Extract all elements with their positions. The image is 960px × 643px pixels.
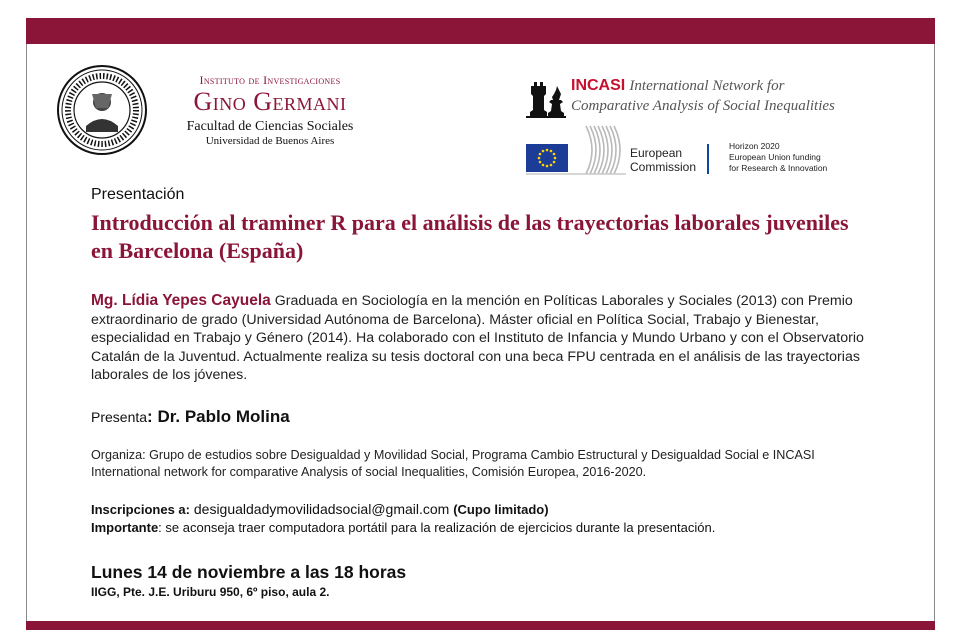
- iigg-logo: [160, 73, 380, 148]
- ec-line1: European: [630, 146, 683, 160]
- incasi-desc-line2: Comparative Analysis of Social Inequalities: [571, 98, 835, 114]
- iigg-university: Universidad de Buenos Aires: [205, 135, 335, 147]
- organizers-text: Organiza: Grupo de estudios sobre Desigualdad y Movilidad Social, Programa Cambio Estructural y Desigualdad Social e INCASI International network for comparative Analysis of social Inequalities, Comisión Europea, 2016-2020.: [91, 448, 815, 479]
- incasi-desc-line1: International Network for: [629, 78, 785, 94]
- incasi-logo-text: [571, 76, 871, 116]
- presenter-colon: :: [147, 407, 153, 426]
- iigg-institute: Instituto de Investigaciones: [199, 73, 341, 87]
- event-location: IIGG, Pte. J.E. Uriburu 950, 6º piso, aula 2.: [91, 585, 330, 599]
- presenter-label: Presenta: [91, 409, 148, 425]
- chess-pieces-icon: [526, 76, 566, 118]
- ec-divider: [707, 144, 709, 174]
- iigg-name: Gino Germani: [193, 87, 347, 116]
- horizon-line3: for Research & Innovation: [729, 163, 828, 173]
- important-text: : se aconseja traer computadora portátil para la realización de ejercicios durante la presentación.: [158, 520, 716, 535]
- ec-line2: Commission: [630, 160, 697, 174]
- registration-block: [91, 500, 881, 537]
- horizon-line2: European Union funding: [729, 152, 821, 162]
- european-commission-logo: [526, 124, 626, 176]
- horizon-line1: Horizon 2020: [729, 141, 780, 151]
- event-date: Lunes 14 de noviembre a las 18 horas: [91, 562, 407, 582]
- presenter-name: Dr. Pablo Molina: [152, 407, 290, 426]
- incasi-name: INCASI: [571, 77, 626, 94]
- speaker-bio-text: Graduada en Sociología en la mención en Políticas Laborales y Sociales (2013) con Premio extraordinario de grado (Universidad Autónoma de Barcelona). Máster oficial en Política Social, Trabajo y Bienestar, especialidad en Trabajo y Género (2014). Ha colaborado con el Instituto de Infancia y Mundo Urbano y con el Observatorio Catalán de la Juventud. Actualmente realiza su tesis doctoral con una beca FPU centrada en el análisis de las trayectorias laborales de los jóvenes.: [91, 293, 864, 383]
- iigg-faculty: Facultad de Ciencias Sociales: [186, 119, 354, 134]
- registration-label: Inscripciones a:: [91, 502, 190, 517]
- bottom-bar: [26, 621, 935, 630]
- presentation-label: Presentación: [91, 186, 185, 203]
- uba-seal-logo: [56, 64, 148, 156]
- horizon-2020-text: [729, 141, 827, 174]
- european-commission-text: [630, 146, 696, 174]
- presenter-line: [91, 407, 290, 427]
- registration-email[interactable]: desigualdadymovilidadsocial@gmail.com: [189, 501, 454, 517]
- event-title: Introducción al traminer R para el análisis de las trayectorias laborales juveniles en Barcelona (España): [91, 210, 849, 263]
- important-label: Importante: [91, 520, 159, 535]
- registration-note: (Cupo limitado): [453, 502, 549, 517]
- speaker-name: Mg. Lídia Yepes Cayuela: [91, 292, 271, 309]
- top-bar: [26, 18, 935, 44]
- speaker-bio: [91, 292, 881, 385]
